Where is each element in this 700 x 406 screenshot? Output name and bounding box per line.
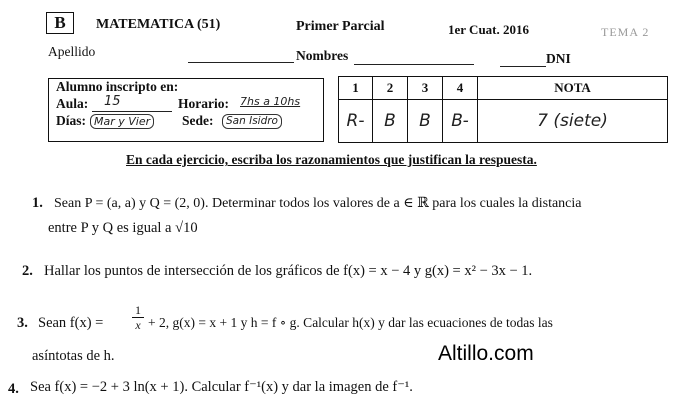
exercise-4-number: 4. [8, 381, 19, 397]
grade-header: NOTA [478, 77, 668, 100]
subject-title: MATEMATICA (51) [96, 17, 221, 32]
grade-value: B [408, 100, 443, 143]
exercise-3-fraction [132, 303, 144, 332]
fraction-denominator: x [135, 318, 141, 332]
instruction-text: En cada ejercicio, escriba los razonamientos que justifican la respuesta. [126, 152, 537, 167]
horario-label: Horario: [178, 96, 229, 111]
exercise-1-number: 1. [32, 195, 43, 211]
horario-value: 7hs a 10hs [240, 95, 301, 108]
aula-line [92, 111, 172, 112]
aula-label: Aula: [56, 96, 89, 111]
grade-value: R- [339, 100, 373, 143]
exercise-2-text: Hallar los puntos de intersección de los gráficos de f(x) = x − 4 y g(x) = x² − 3x − 1. [44, 263, 533, 279]
grade-header: 3 [408, 77, 443, 100]
dni-label: DNI [546, 51, 571, 66]
nombres-label: Nombres [296, 48, 349, 63]
exam-period: 1er Cuat. 2016 [448, 22, 530, 37]
dni-line[interactable] [500, 66, 546, 67]
grade-value: B [373, 100, 408, 143]
exam-theme: TEMA 2 [601, 25, 650, 39]
exercise-3-number: 3. [17, 315, 28, 331]
exercise-3-text-b: + 2, g(x) = x + 1 y h = f ∘ g. Calcular h(x) y dar las ecuaciones de todas las [148, 315, 553, 330]
dias-value: Mar y Vier [90, 114, 154, 129]
exercise-4-text: Sea f(x) = −2 + 3 ln(x + 1). Calcular f⁻¹(x) y dar la imagen de f⁻¹. [30, 379, 413, 395]
exam-title: Primer Parcial [296, 19, 385, 34]
sede-label: Sede: [182, 113, 214, 128]
exercise-3-text-2: asíntotas de h. [32, 348, 115, 364]
nombres-line[interactable] [354, 64, 474, 65]
logo-letter: B [46, 12, 74, 34]
grade-header: 2 [373, 77, 408, 100]
grades-header-row [339, 77, 668, 100]
aula-value: 15 [104, 94, 121, 109]
watermark: Altillo.com [438, 342, 534, 365]
student-box-title: Alumno inscripto en: [56, 79, 179, 94]
apellido-line[interactable] [188, 62, 294, 63]
exercise-3-text-a: Sean f(x) = [38, 315, 104, 331]
exercise-1-text: Sean P = (a, a) y Q = (2, 0). Determinar todos los valores de a ∈ ℝ para los cuales la distancia [54, 196, 582, 211]
exercise-1-text-2: entre P y Q es igual a √10 [48, 220, 198, 236]
grade-header: 1 [339, 77, 373, 100]
grades-table [338, 76, 668, 143]
apellido-label: Apellido [48, 44, 96, 59]
fraction-numerator: 1 [132, 303, 144, 318]
grades-value-row [339, 100, 668, 143]
sede-value: San Isidro [222, 114, 282, 129]
grade-value: B- [443, 100, 478, 143]
grade-header: 4 [443, 77, 478, 100]
grade-value: 7 (siete) [478, 100, 668, 143]
exercise-2-number: 2. [22, 263, 33, 279]
dias-label: Días: [56, 113, 86, 128]
